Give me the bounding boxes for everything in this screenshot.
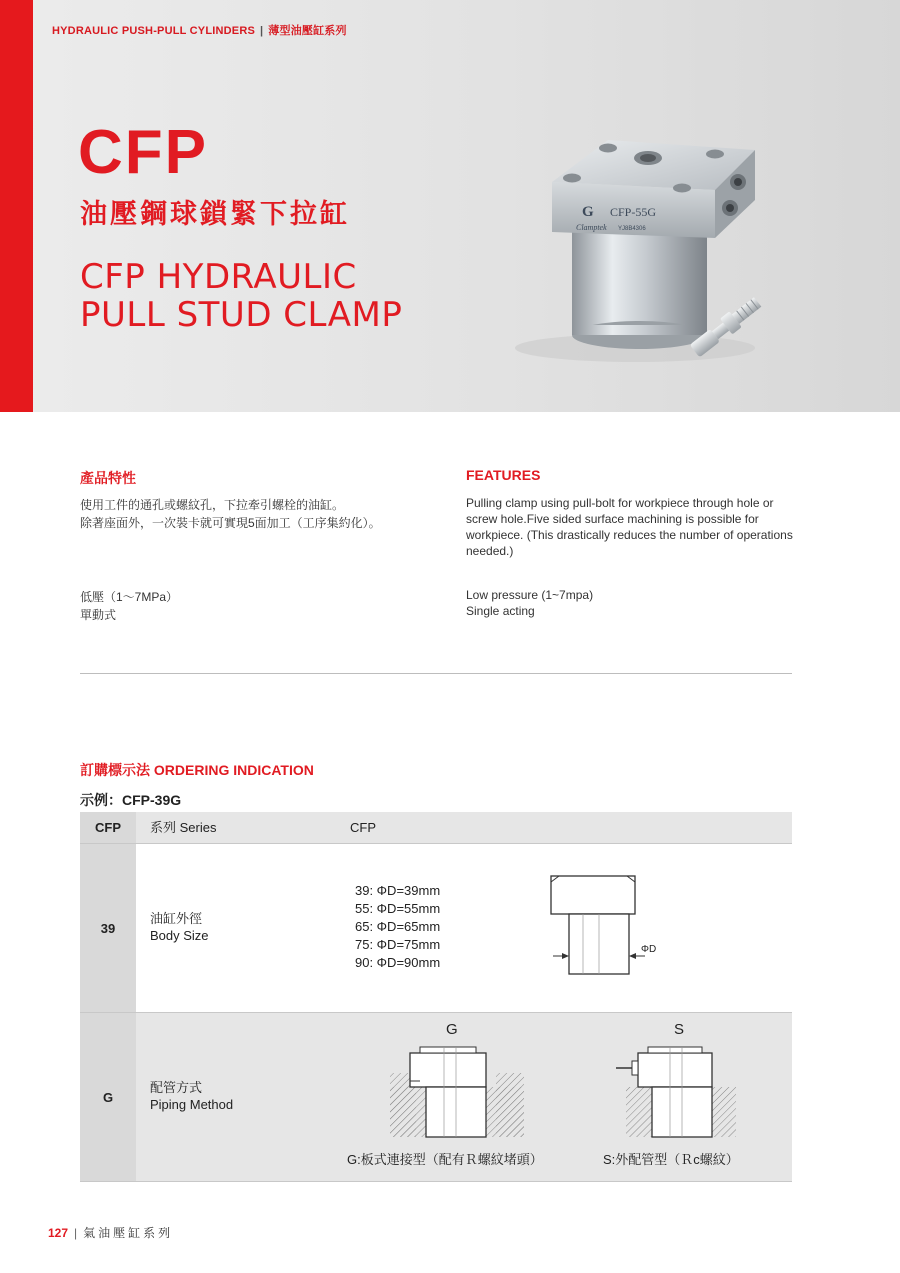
section-divider xyxy=(80,673,792,674)
features-en-spec1: Low pressure (1~7mpa) xyxy=(466,588,594,602)
dim-label-phid: ΦD xyxy=(641,944,657,955)
features-cn-specs xyxy=(80,588,178,624)
features-en-specs xyxy=(466,587,593,619)
body-size-list xyxy=(355,882,440,972)
series-separator: | xyxy=(260,25,264,37)
hero-accent-bar xyxy=(0,0,33,412)
features-cn-spec1: 低壓（1～7MPa） xyxy=(80,590,179,604)
page-footer xyxy=(48,1224,173,1241)
features-cn-title: 產品特性 xyxy=(80,470,136,486)
features-en-line3: workpiece. (This drastically reduces the number of operations xyxy=(466,528,793,542)
series-header xyxy=(52,22,347,38)
table-row-piping xyxy=(80,1013,792,1181)
features-cn-spec2: 單動式 xyxy=(80,608,117,622)
product-label: CFP-55G xyxy=(610,205,657,219)
series-en: HYDRAULIC PUSH-PULL CYLINDERS xyxy=(52,25,255,37)
product-serial: YJ8B4306 xyxy=(618,226,646,232)
option-s-title: S xyxy=(674,1021,685,1038)
features-en-line1: Pulling clamp using pull-bolt for workpiece through hole or xyxy=(466,496,774,510)
features-cn-text xyxy=(80,496,440,532)
code-cell-piping: G xyxy=(80,1013,136,1181)
piping-label-cn: 配管方式 xyxy=(150,1080,203,1095)
title-en-line2: PULL STUD CLAMP xyxy=(80,295,403,335)
size-option-65: 65: ΦD=65mm xyxy=(355,919,441,934)
ordering-title: 訂購標示法 ORDERING INDICATION xyxy=(80,762,314,778)
features-en-text xyxy=(466,495,796,559)
features-cn-line2: 除著座面外，一次裝卡就可實現5面加工（工序集約化）。 xyxy=(80,516,381,530)
piping-label xyxy=(150,1079,233,1113)
option-s-desc: S:外配管型（Ｒc螺紋） xyxy=(603,1152,739,1167)
piping-label-en: Piping Method xyxy=(150,1097,234,1112)
features-cn-line1: 使用工件的通孔或螺紋孔，下拉牽引螺栓的油缸。 xyxy=(80,498,345,512)
title-cn: 油壓鋼球鎖緊下拉缸 xyxy=(80,199,350,230)
product-image xyxy=(500,120,800,380)
size-option-39: 39: ΦD=39mm xyxy=(355,883,441,898)
size-option-75: 75: ΦD=75mm xyxy=(355,937,441,952)
option-g-title: G xyxy=(446,1021,458,1038)
footer-separator: | xyxy=(74,1226,78,1240)
table-row-body-size xyxy=(80,844,792,1012)
table-row-series xyxy=(80,812,792,843)
code-cell-body-size: 39 xyxy=(80,844,136,1012)
features-en-spec2: Single acting xyxy=(466,604,535,618)
model-code: CFP xyxy=(78,118,208,187)
page-number: 127 xyxy=(48,1226,69,1240)
series-label: 系列 Series xyxy=(150,820,217,835)
option-g-desc: G:板式連接型（配有Ｒ螺紋堵頭） xyxy=(347,1152,543,1167)
series-value: CFP xyxy=(350,820,376,835)
title-en-line1: CFP HYDRAULIC xyxy=(80,257,357,297)
size-option-55: 55: ΦD=55mm xyxy=(355,901,441,916)
piping-g-diagram xyxy=(388,1043,528,1143)
features-en-title: FEATURES xyxy=(466,467,541,483)
size-option-90: 90: ΦD=90mm xyxy=(355,955,441,970)
body-size-label-en: Body Size xyxy=(150,928,209,943)
product-brand: Clamptek xyxy=(576,223,607,232)
series-cn: 薄型油壓缸系列 xyxy=(268,25,347,37)
body-size-diagram xyxy=(545,868,675,978)
piping-s-diagram xyxy=(610,1043,740,1143)
product-brand-logo: G xyxy=(582,204,594,220)
ordering-example: 示例：CFP-39G xyxy=(80,792,182,808)
title-en xyxy=(80,258,402,334)
body-size-label-cn: 油缸外徑 xyxy=(150,911,203,926)
features-en-line2: screw hole.Five sided surface machining is possible for xyxy=(466,512,759,526)
features-en-line4: needed.) xyxy=(466,544,514,558)
code-cell-series: CFP xyxy=(80,812,136,843)
body-size-label xyxy=(150,910,209,944)
catalog-name: 氣油壓缸系列 xyxy=(83,1226,174,1240)
